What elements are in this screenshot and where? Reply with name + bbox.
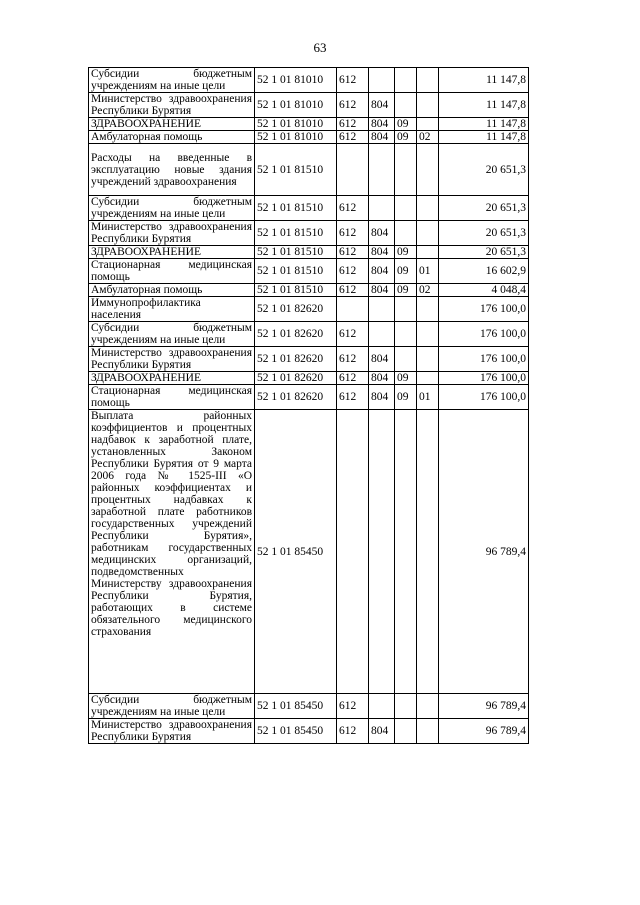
ministry-code: 804 (369, 259, 395, 284)
table-row (89, 196, 529, 221)
section-code (395, 196, 417, 221)
expense-name: ЗДРАВООХРАНЕНИЕ (89, 246, 255, 259)
table-row (89, 144, 529, 196)
expense-type-code: 612 (337, 284, 369, 297)
expense-type-code: 612 (337, 131, 369, 144)
section-code: 09 (395, 131, 417, 144)
section-code (395, 144, 417, 196)
amount: 176 100,0 (439, 372, 529, 385)
target-article-code: 52 1 01 81010 (255, 131, 337, 144)
table-row (89, 93, 529, 118)
amount: 20 651,3 (439, 144, 529, 196)
section-code: 09 (395, 246, 417, 259)
section-code (395, 297, 417, 322)
expense-name: ЗДРАВООХРАНЕНИЕ (89, 372, 255, 385)
subsection-code (417, 297, 439, 322)
subsection-code (417, 372, 439, 385)
table-row (89, 372, 529, 385)
expense-name: Министерство здравоохранения Республики Бурятия (89, 719, 255, 744)
expense-name: Субсидии бюджетным учреждениям на иные цели (89, 694, 255, 719)
subsection-code (417, 196, 439, 221)
amount: 176 100,0 (439, 347, 529, 372)
ministry-code: 804 (369, 347, 395, 372)
section-code (395, 322, 417, 347)
table-row (89, 221, 529, 246)
ministry-code: 804 (369, 246, 395, 259)
ministry-code (369, 144, 395, 196)
target-article-code: 52 1 01 81010 (255, 93, 337, 118)
expense-name: Амбулаторная помощь (89, 131, 255, 144)
expense-name: Расходы на введенные в эксплуатацию новые здания учреждений здравоохранения (89, 144, 255, 196)
ministry-code: 804 (369, 284, 395, 297)
ministry-code: 804 (369, 221, 395, 246)
subsection-code (417, 118, 439, 131)
subsection-code (417, 719, 439, 744)
target-article-code: 52 1 01 81510 (255, 221, 337, 246)
subsection-code: 02 (417, 131, 439, 144)
amount: 176 100,0 (439, 322, 529, 347)
target-article-code: 52 1 01 82620 (255, 322, 337, 347)
ministry-code (369, 410, 395, 694)
expense-type-code: 612 (337, 259, 369, 284)
ministry-code (369, 68, 395, 93)
amount: 20 651,3 (439, 246, 529, 259)
amount: 176 100,0 (439, 385, 529, 410)
subsection-code (417, 93, 439, 118)
table-row (89, 694, 529, 719)
ministry-code (369, 297, 395, 322)
expense-type-code: 612 (337, 196, 369, 221)
table-row (89, 68, 529, 93)
section-code: 09 (395, 284, 417, 297)
amount: 96 789,4 (439, 694, 529, 719)
table-row (89, 410, 529, 694)
section-code (395, 93, 417, 118)
subsection-code (417, 221, 439, 246)
amount: 11 147,8 (439, 93, 529, 118)
subsection-code (417, 694, 439, 719)
subsection-code (417, 144, 439, 196)
amount: 96 789,4 (439, 719, 529, 744)
ministry-code: 804 (369, 719, 395, 744)
expense-type-code (337, 410, 369, 694)
table-row (89, 347, 529, 372)
ministry-code: 804 (369, 93, 395, 118)
subsection-code (417, 246, 439, 259)
table-row (89, 259, 529, 284)
amount: 20 651,3 (439, 196, 529, 221)
section-code (395, 347, 417, 372)
target-article-code: 52 1 01 82620 (255, 347, 337, 372)
target-article-code: 52 1 01 81510 (255, 259, 337, 284)
target-article-code: 52 1 01 82620 (255, 372, 337, 385)
expense-type-code: 612 (337, 118, 369, 131)
subsection-code (417, 322, 439, 347)
target-article-code: 52 1 01 85450 (255, 410, 337, 694)
expense-name: ЗДРАВООХРАНЕНИЕ (89, 118, 255, 131)
table-row (89, 284, 529, 297)
table-row (89, 118, 529, 131)
expense-name: Министерство здравоохранения Республики Бурятия (89, 221, 255, 246)
section-code (395, 719, 417, 744)
expense-type-code (337, 297, 369, 322)
section-code: 09 (395, 385, 417, 410)
expense-type-code: 612 (337, 347, 369, 372)
budget-table (88, 67, 529, 744)
amount: 11 147,8 (439, 131, 529, 144)
expense-type-code: 612 (337, 68, 369, 93)
section-code (395, 68, 417, 93)
expense-name: Министерство здравоохранения Республики Бурятия (89, 347, 255, 372)
target-article-code: 52 1 01 81510 (255, 246, 337, 259)
expense-name: Амбулаторная помощь (89, 284, 255, 297)
table-row (89, 385, 529, 410)
ministry-code (369, 196, 395, 221)
expense-name: Иммунопрофилактика населения (89, 297, 255, 322)
expense-name: Выплата районных коэффициентов и процентных надбавок к заработной плате, установленных Законом Республики Бурятия от 9 марта 2006 года № 1525-III «О районных коэффициентах и процентных надбавках к заработной плате работников государственных учреждений Республики Бурятия», работникам государственных медицинских организаций, подведомственных Министерству здравоохранения Республики Бурятия, работающих в системе обязательного медицинского страхования (89, 410, 255, 694)
target-article-code: 52 1 01 81510 (255, 284, 337, 297)
amount: 20 651,3 (439, 221, 529, 246)
subsection-code (417, 68, 439, 93)
section-code: 09 (395, 372, 417, 385)
ministry-code: 804 (369, 118, 395, 131)
section-code (395, 410, 417, 694)
amount: 11 147,8 (439, 68, 529, 93)
subsection-code (417, 347, 439, 372)
ministry-code: 804 (369, 131, 395, 144)
section-code: 09 (395, 259, 417, 284)
section-code (395, 221, 417, 246)
expense-type-code: 612 (337, 246, 369, 259)
table-row (89, 131, 529, 144)
target-article-code: 52 1 01 81010 (255, 68, 337, 93)
target-article-code: 52 1 01 85450 (255, 694, 337, 719)
section-code: 09 (395, 118, 417, 131)
target-article-code: 52 1 01 85450 (255, 719, 337, 744)
subsection-code: 02 (417, 284, 439, 297)
expense-type-code: 612 (337, 385, 369, 410)
table-row (89, 322, 529, 347)
subsection-code (417, 410, 439, 694)
ministry-code (369, 322, 395, 347)
expense-type-code (337, 144, 369, 196)
target-article-code: 52 1 01 82620 (255, 297, 337, 322)
expense-type-code: 612 (337, 719, 369, 744)
section-code (395, 694, 417, 719)
ministry-code: 804 (369, 372, 395, 385)
page-number: 63 (313, 40, 327, 55)
expense-name: Субсидии бюджетным учреждениям на иные цели (89, 322, 255, 347)
subsection-code: 01 (417, 259, 439, 284)
ministry-code: 804 (369, 385, 395, 410)
amount: 16 602,9 (439, 259, 529, 284)
expense-name: Министерство здравоохранения Республики Бурятия (89, 93, 255, 118)
expense-type-code: 612 (337, 322, 369, 347)
table-row (89, 297, 529, 322)
amount: 96 789,4 (439, 410, 529, 694)
expense-type-code: 612 (337, 221, 369, 246)
amount: 176 100,0 (439, 297, 529, 322)
target-article-code: 52 1 01 81510 (255, 196, 337, 221)
expense-name: Субсидии бюджетным учреждениям на иные цели (89, 196, 255, 221)
expense-type-code: 612 (337, 694, 369, 719)
ministry-code (369, 694, 395, 719)
expense-name: Стационарная медицинская помощь (89, 259, 255, 284)
table-row (89, 246, 529, 259)
expense-type-code: 612 (337, 93, 369, 118)
expense-name: Стационарная медицинская помощь (89, 385, 255, 410)
target-article-code: 52 1 01 81510 (255, 144, 337, 196)
subsection-code: 01 (417, 385, 439, 410)
target-article-code: 52 1 01 82620 (255, 385, 337, 410)
amount: 4 048,4 (439, 284, 529, 297)
expense-name: Субсидии бюджетным учреждениям на иные цели (89, 68, 255, 93)
expense-type-code: 612 (337, 372, 369, 385)
target-article-code: 52 1 01 81010 (255, 118, 337, 131)
table-row (89, 719, 529, 744)
amount: 11 147,8 (439, 118, 529, 131)
